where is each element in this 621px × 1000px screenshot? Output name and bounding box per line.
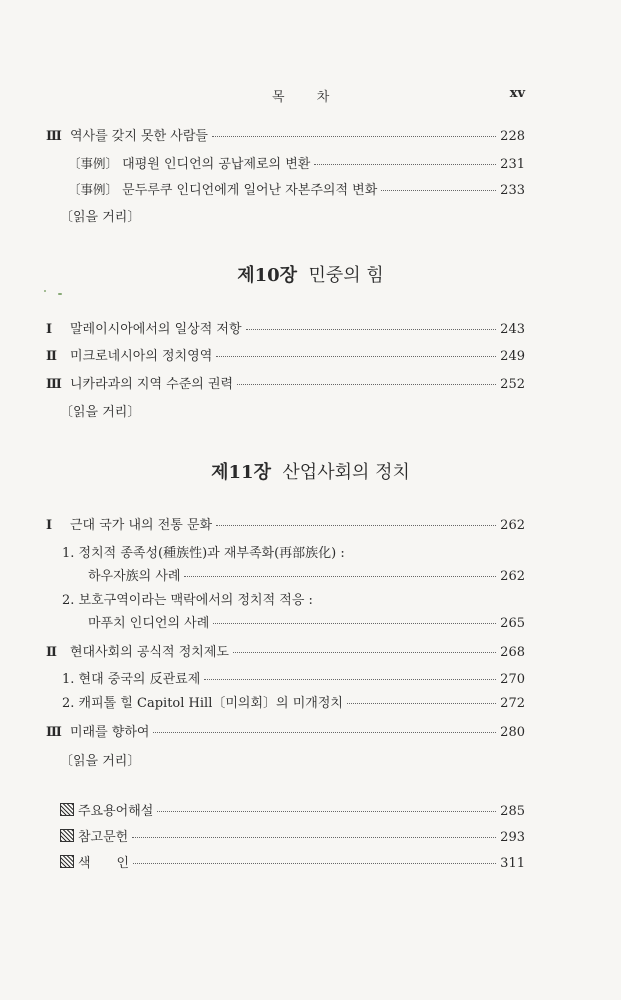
entry-label: 2. 캐피톨 힐 Capitol Hill〔미의회〕의 미개정치 bbox=[62, 696, 343, 711]
entry-label: 주요용어해설 bbox=[78, 804, 154, 819]
entry-label: 색 인 bbox=[78, 856, 130, 871]
dot-leader bbox=[347, 703, 496, 704]
chapter-title: 산업사회의 정치 bbox=[282, 462, 410, 483]
chapter-number: 제11장 bbox=[211, 462, 271, 483]
entry-label: 대평원 인디언의 공납제로의 변환 bbox=[122, 157, 311, 172]
dot-leader bbox=[213, 623, 496, 624]
entry-page: 233 bbox=[500, 183, 525, 198]
toc-entry[interactable] bbox=[46, 373, 525, 392]
dot-leader bbox=[133, 863, 496, 864]
chapter-title: 민중의 힘 bbox=[308, 265, 384, 286]
entry-label: 말레이시아에서의 일상적 저항 bbox=[70, 322, 242, 337]
entry-label: 문두루쿠 인디언에게 일어난 자본주의적 변화 bbox=[122, 183, 378, 198]
entry-label: 역사를 갖지 못한 사람들 bbox=[70, 129, 208, 144]
dot-leader bbox=[314, 164, 496, 165]
chapter-heading bbox=[0, 458, 621, 484]
entry-label: 참고문헌 bbox=[78, 830, 129, 845]
hatched-box-icon bbox=[60, 829, 74, 842]
toc-entry[interactable] bbox=[60, 826, 525, 845]
toc-entry[interactable] bbox=[60, 800, 525, 819]
dot-leader bbox=[237, 384, 496, 385]
entry-label: 하우자族의 사례 bbox=[88, 569, 181, 584]
dot-leader bbox=[132, 837, 496, 838]
entry-label: 니카라과의 지역 수준의 권력 bbox=[70, 377, 234, 392]
entry-page: 231 bbox=[500, 157, 525, 172]
header-title: 목 차 bbox=[272, 90, 344, 105]
entry-page: 285 bbox=[500, 804, 525, 819]
print-speck bbox=[44, 290, 46, 292]
dot-leader bbox=[204, 679, 496, 680]
chapter-heading bbox=[0, 261, 621, 287]
hatched-box-icon bbox=[60, 855, 74, 868]
subsection-title: 1. 정치적 종족성(種族性)과 재부족화(再部族化) : bbox=[62, 546, 345, 561]
toc-entry[interactable] bbox=[46, 721, 525, 740]
entry-page: 243 bbox=[500, 322, 525, 337]
dot-leader bbox=[184, 576, 496, 577]
entry-page: 228 bbox=[500, 129, 525, 144]
entry-page: 249 bbox=[500, 349, 525, 364]
entry-page: 268 bbox=[500, 645, 525, 660]
chapter-number: 제10장 bbox=[237, 265, 298, 286]
toc-entry[interactable] bbox=[46, 125, 525, 144]
subsection-title: 2. 보호구역이라는 맥락에서의 정치적 적응 : bbox=[62, 593, 313, 608]
print-speck bbox=[58, 293, 62, 295]
reading-list-link[interactable]: 〔읽을 거리〕 bbox=[60, 405, 141, 420]
dot-leader bbox=[246, 329, 497, 330]
roman-numeral: Ⅲ bbox=[46, 377, 62, 392]
toc-entry[interactable] bbox=[46, 318, 525, 337]
dot-leader bbox=[216, 525, 496, 526]
entry-label: 1. 현대 중국의 反관료제 bbox=[62, 672, 201, 687]
entry-label: 근대 국가 내의 전통 문화 bbox=[70, 518, 213, 533]
toc-entry[interactable] bbox=[46, 514, 525, 533]
toc-entry[interactable] bbox=[68, 153, 525, 172]
toc-entry[interactable] bbox=[62, 668, 525, 687]
entry-page: 293 bbox=[500, 830, 525, 845]
toc-entry[interactable] bbox=[88, 565, 525, 584]
roman-numeral: Ⅰ bbox=[46, 518, 53, 533]
entry-label: 현대사회의 공식적 정치제도 bbox=[70, 645, 229, 660]
toc-entry[interactable] bbox=[62, 692, 525, 711]
dot-leader bbox=[153, 732, 496, 733]
roman-numeral: Ⅱ bbox=[46, 349, 57, 364]
reading-list-link[interactable]: 〔읽을 거리〕 bbox=[60, 754, 141, 769]
roman-numeral: Ⅲ bbox=[46, 725, 62, 740]
header-page-number: xv bbox=[509, 86, 525, 101]
toc-entry[interactable] bbox=[60, 852, 525, 871]
reading-list-link[interactable]: 〔읽을 거리〕 bbox=[60, 210, 141, 225]
entry-page: 252 bbox=[500, 377, 525, 392]
roman-numeral: Ⅱ bbox=[46, 645, 57, 660]
toc-entry[interactable] bbox=[46, 345, 525, 364]
entry-page: 262 bbox=[500, 518, 525, 533]
entry-page: 272 bbox=[500, 696, 525, 711]
case-tag: 〔事例〕 bbox=[68, 156, 119, 171]
entry-page: 280 bbox=[500, 725, 525, 740]
entry-label: 미크로네시아의 정치영역 bbox=[70, 349, 213, 364]
entry-page: 262 bbox=[500, 569, 525, 584]
dot-leader bbox=[216, 356, 496, 357]
dot-leader bbox=[233, 652, 496, 653]
roman-numeral: Ⅰ bbox=[46, 322, 53, 337]
dot-leader bbox=[157, 811, 496, 812]
entry-page: 270 bbox=[500, 672, 525, 687]
case-tag: 〔事例〕 bbox=[68, 182, 119, 197]
toc-entry[interactable] bbox=[68, 179, 525, 198]
toc-entry[interactable] bbox=[88, 612, 525, 631]
dot-leader bbox=[212, 136, 496, 137]
entry-page: 265 bbox=[500, 616, 525, 631]
roman-numeral: Ⅲ bbox=[46, 129, 62, 144]
dot-leader bbox=[381, 190, 496, 191]
entry-label: 마푸치 인디언의 사례 bbox=[88, 616, 210, 631]
entry-page: 311 bbox=[500, 856, 525, 871]
toc-entry[interactable] bbox=[46, 641, 525, 660]
page-header bbox=[0, 86, 621, 108]
hatched-box-icon bbox=[60, 803, 74, 816]
entry-label: 미래를 향하여 bbox=[70, 725, 150, 740]
